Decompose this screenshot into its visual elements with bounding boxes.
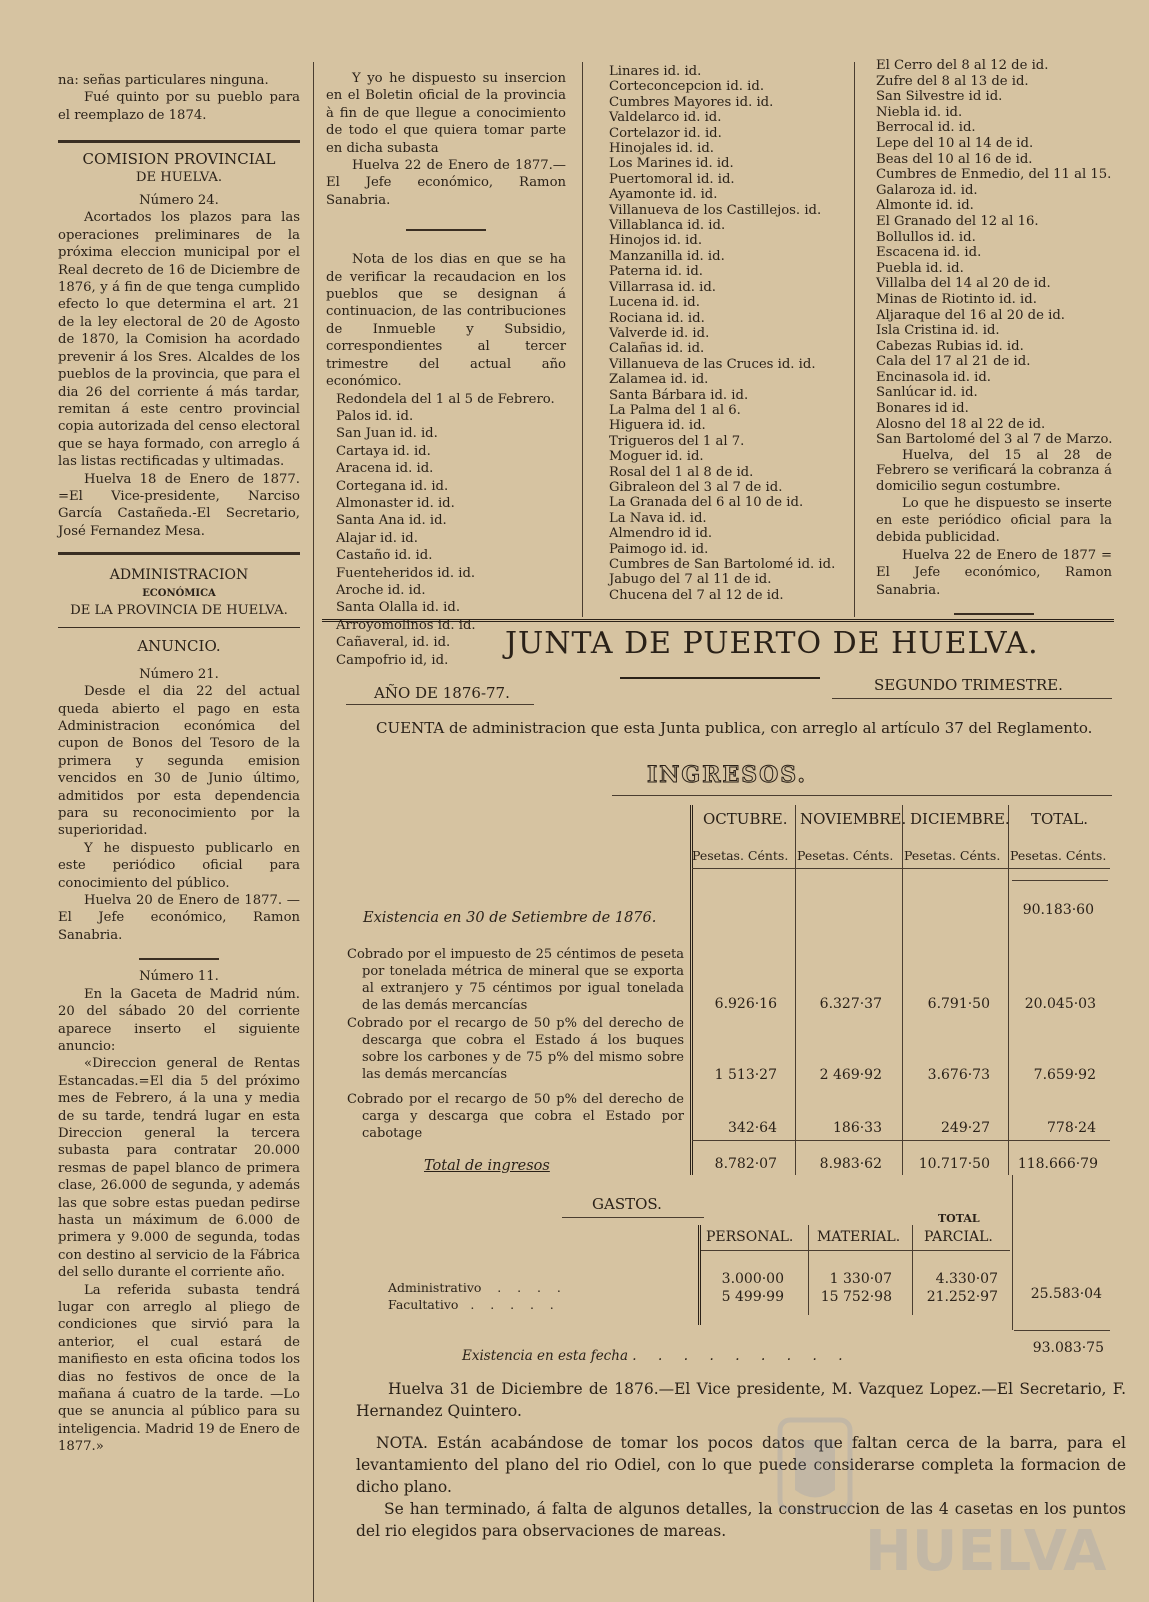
list-item: Los Marines id. id. bbox=[609, 156, 734, 172]
existencia-label: Existencia en 30 de Setiembre de 1876. bbox=[363, 910, 657, 926]
article-body: En la Gaceta de Madrid núm. 20 del sábado 20 del corriente aparece inserto el siguiente anuncio: bbox=[58, 986, 300, 1054]
gastos-value: 4.330·07 bbox=[935, 1271, 998, 1287]
town-list bbox=[876, 58, 1112, 448]
column-divider bbox=[313, 62, 314, 1602]
row1-value: 20.045·03 bbox=[1024, 996, 1096, 1012]
intro-text: Fué quinto por su pueblo para el reemplazo de 1874. bbox=[58, 90, 300, 123]
column-2 bbox=[326, 70, 566, 669]
gastos-col: MATERIAL. bbox=[817, 1229, 901, 1245]
month-header: TOTAL. bbox=[1031, 810, 1089, 828]
section-subheading: DE HUELVA. bbox=[135, 169, 223, 185]
month-header: DICIEMBRE. bbox=[910, 810, 1010, 828]
gastos-row-label: Facultativo . . . . . bbox=[388, 1297, 554, 1312]
list-item: Villanueva de las Cruces id. id. bbox=[609, 356, 816, 372]
list-item: Aroche id. id. bbox=[336, 582, 426, 598]
row3-label: Cobrado por el recargo de 50 p% del derecho de carga y descarga que cobra el Estado por cabotage bbox=[347, 1092, 684, 1141]
existencia-total: 90.183·60 bbox=[1022, 902, 1094, 918]
row1-value: 6.327·37 bbox=[819, 996, 882, 1012]
gastos-col: TOTAL bbox=[938, 1212, 980, 1225]
row2-value: 2 469·92 bbox=[819, 1067, 882, 1083]
list-item: Escacena id. id. bbox=[876, 245, 982, 261]
list-item: Fuenteheridos id. id. bbox=[336, 565, 476, 581]
list-item: Puebla id. id. bbox=[876, 260, 964, 276]
units-header: Pesetas. Cénts. bbox=[797, 848, 894, 863]
article-body: La referida subasta tendrá lugar con arreglo al pliego de condiciones que sirvió para la anterior, el cual estará de manifiesto en esta oficina todos los dias no festivos de once de la mañana á cuatro de la tarde. —Lo que se anuncia al público para su inteligencia. Madrid 19 de Enero de 1877.» bbox=[58, 1282, 300, 1455]
section-heading: ADMINISTRACION bbox=[109, 567, 249, 584]
column-divider bbox=[582, 62, 583, 617]
watermark-text: HUELVA bbox=[865, 1519, 1107, 1584]
list-item: Cortelazor id. id. bbox=[609, 125, 722, 141]
list-item: Sanlúcar id. id. bbox=[876, 385, 978, 401]
section-divider bbox=[58, 627, 300, 628]
section-subheading: DE LA PROVINCIA DE HUELVA. bbox=[70, 602, 288, 618]
existencia-fecha-label: Existencia en esta fecha . . . . . . . . . bbox=[462, 1348, 843, 1364]
list-item: Palos id. id. bbox=[336, 408, 414, 424]
row1-value: 6.791·50 bbox=[927, 996, 990, 1012]
month-header: OCTUBRE. bbox=[703, 810, 788, 828]
list-item: Minas de Riotinto id. id. bbox=[876, 291, 1037, 307]
list-item: Lepe del 10 al 14 de id. bbox=[876, 135, 1034, 151]
list-item: Aracena id. id. bbox=[336, 461, 434, 477]
list-item: Chucena del 7 al 12 de id. bbox=[609, 587, 784, 603]
list-item: Alajar id. id. bbox=[336, 530, 418, 546]
list-item: Santa Olalla id. id. bbox=[336, 600, 461, 616]
list-item: Galaroza id. id. bbox=[876, 182, 978, 198]
rule bbox=[700, 1250, 1010, 1251]
list-item: Calañas id. id. bbox=[609, 341, 705, 357]
list-item: Redondela del 1 al 5 de Febrero. bbox=[336, 391, 555, 407]
list-item: Castaño id. id. bbox=[336, 548, 433, 564]
town-list bbox=[609, 64, 849, 603]
list-item: La Nava id. id. bbox=[609, 510, 707, 526]
list-item: Bonares id id. bbox=[876, 401, 969, 417]
total-value: 8.782·07 bbox=[714, 1156, 777, 1172]
list-item: Almonte id. id. bbox=[876, 198, 974, 214]
list-item: Cala del 17 al 21 de id. bbox=[876, 354, 1031, 370]
row3-value: 249·27 bbox=[941, 1120, 990, 1136]
list-item: Bollullos id. id. bbox=[876, 229, 976, 245]
article-body: Lo que he dispuesto se inserte en este periódico oficial para la debida publicidad. bbox=[876, 495, 1112, 546]
table-divider bbox=[912, 1225, 913, 1315]
article-body: «Direccion general de Rentas Estancadas.=El dia 5 del próximo mes de Febrero, á la una y media de su tarde, tendrá lugar en esta Direccion general la tercera subasta para contratar 20.000 resmas de papel blanco de primera clase, 26.000 de segunda, y además las que sobre estas puedan pedirse hasta un máximum de 6.000 de primera y 9.000 de segunda, todas con destino al servicio de la Fábrica del sello durante el corriente año. bbox=[58, 1056, 300, 1281]
units-header: Pesetas. Cénts. bbox=[692, 848, 789, 863]
gastos-value: 5 499·99 bbox=[721, 1289, 784, 1305]
list-item: Paimogo id. id. bbox=[609, 541, 709, 557]
gastos-total: 25.583·04 bbox=[1030, 1286, 1102, 1302]
table-divider bbox=[698, 1225, 701, 1325]
junta-nota: NOTA. Están acabándose de tomar los pocos datos que faltan cerca de la barra, para el levantamiento del plano del rio Odiel, con lo que puede considerarse completa la formacion de dicho plano. Se han terminado, á falta de algunos detalles, la construccion de las 4 casetas en los puntos del rio elegidos para observaciones de mareas. bbox=[356, 1434, 1126, 1540]
units-header: Pesetas. Cénts. bbox=[1010, 848, 1107, 863]
signature: Huelva 22 de Enero de 1877 = El Jefe económico, Ramon Sanabria. bbox=[876, 547, 1112, 598]
numero: Número 24. bbox=[139, 193, 219, 209]
intro-text: na: señas particulares ninguna. bbox=[58, 73, 269, 88]
list-item: Villanueva de los Castillejos. id. bbox=[609, 202, 822, 218]
gastos-value: 21.252·97 bbox=[926, 1289, 998, 1305]
anuncio-heading: ANUNCIO. bbox=[137, 637, 221, 656]
article-body: Huelva, del 15 al 28 de Febrero se verificará la cobranza á domicilio segun costumbre. bbox=[876, 447, 1112, 495]
nota-body: Nota de los dias en que se ha de verificar la recaudacion en los pueblos que se designan á continuacion, de las contribuciones de Inmueble y Subsidio, correspondientes al tercer trimestre del actual año económico. bbox=[326, 252, 566, 390]
junta-year: AÑO DE 1876-77. bbox=[374, 684, 510, 702]
list-item: La Palma del 1 al 6. bbox=[609, 402, 741, 418]
row3-value: 186·33 bbox=[833, 1120, 882, 1136]
section-divider bbox=[58, 140, 300, 143]
list-item: Hinojos id. id. bbox=[609, 233, 703, 249]
gastos-value: 3.000·00 bbox=[721, 1271, 784, 1287]
units-header: Pesetas. Cénts. bbox=[904, 848, 1001, 863]
gastos-col: PERSONAL. bbox=[706, 1229, 794, 1245]
rule bbox=[612, 795, 1112, 796]
list-item: Villablanca id. id. bbox=[609, 218, 726, 234]
list-item: Jabugo del 7 al 11 de id. bbox=[609, 572, 772, 588]
cuenta-text: CUENTA de administracion que esta Junta publica, con arreglo al artículo 37 del Reglamento. bbox=[376, 719, 1093, 737]
list-item: Cabezas Rubias id. id. bbox=[876, 338, 1024, 354]
list-item: Rociana id. id. bbox=[609, 310, 705, 326]
table-divider bbox=[1012, 1175, 1013, 1330]
gastos-value: 1 330·07 bbox=[829, 1271, 892, 1287]
list-item: Paterna id. id. bbox=[609, 264, 703, 280]
list-item: Villalba del 14 al 20 de id. bbox=[876, 276, 1051, 292]
table-divider bbox=[808, 1225, 809, 1315]
signature: Huelva 20 de Enero de 1877. —El Jefe económico, Ramon Sanabria. bbox=[58, 893, 300, 943]
rule bbox=[692, 868, 1110, 869]
existencia-fecha: 93.083·75 bbox=[1032, 1340, 1104, 1356]
list-item: Valdelarco id. id. bbox=[609, 110, 722, 126]
rule bbox=[346, 704, 534, 705]
rule bbox=[562, 1217, 704, 1218]
list-item: Almendro id id. bbox=[609, 526, 713, 542]
row2-value: 1 513·27 bbox=[714, 1067, 777, 1083]
column-4 bbox=[876, 58, 1112, 623]
rule bbox=[832, 698, 1112, 699]
list-item: Villarrasa id. id. bbox=[609, 279, 716, 295]
section-divider bbox=[954, 613, 1034, 615]
row2-value: 3.676·73 bbox=[927, 1067, 990, 1083]
list-item: Corteconcepcion id. id. bbox=[609, 79, 765, 95]
list-item: Arroyomolinos id. id. bbox=[336, 617, 476, 633]
gastos-row-label: Administrativo . . . . bbox=[388, 1280, 561, 1295]
list-item: Aljaraque del 16 al 20 de id. bbox=[876, 307, 1065, 323]
list-item: Valverde id. id. bbox=[609, 325, 710, 341]
list-item: Beas del 10 al 16 de id. bbox=[876, 151, 1033, 167]
list-item: Ayamonte id. id. bbox=[609, 187, 718, 203]
ingresos-title: INGRESOS. bbox=[647, 762, 808, 788]
column-3 bbox=[609, 64, 849, 603]
list-item: Hinojales id. id. bbox=[609, 141, 714, 157]
section-divider bbox=[406, 229, 486, 231]
article-body: Desde el dia 22 del actual queda abierto el pago en esta Administracion económica del cupon de Bonos del Tesoro de la primera y segunda emision vencidos en 30 de Junio último, admitidos por esta dependencia para su reconocimiento por la superioridad. bbox=[58, 684, 300, 839]
rule bbox=[692, 1140, 1110, 1141]
huelva-watermark-logo bbox=[770, 1400, 1130, 1590]
junta-trimestre: SEGUNDO TRIMESTRE. bbox=[874, 676, 1063, 694]
table-divider bbox=[1008, 805, 1009, 1175]
list-item: Cañaveral, id. id. bbox=[336, 635, 451, 651]
junta-firma: Huelva 31 de Diciembre de 1876.—El Vice presidente, M. Vazquez Lopez.—El Secretario, F. Hernandez Quintero. bbox=[356, 1380, 1126, 1420]
list-item: Cumbres de Enmedio, del 11 al 15. bbox=[876, 167, 1112, 183]
article-body: Acortados los plazos para las operaciones preliminares de la próxima eleccion municipal por el Real decreto de 16 de Diciembre de 1876, y á fin de que tenga cumplido efecto lo que determina el art. 21 de la ley electoral de 20 de Agosto de 1870, la Comision ha acordado prevenir á los Sres. Alcaldes de los pueblos de la provincia, que para el dia 26 del corriente á más tardar, remitan á este centro provincial copia autorizada del censo electoral que se haya formado, con arreglo á las listas rectificadas y ultimadas. bbox=[58, 210, 300, 470]
total-value: 8.983·62 bbox=[819, 1156, 882, 1172]
list-item: El Granado del 12 al 16. bbox=[876, 213, 1039, 229]
rule bbox=[1014, 1330, 1110, 1331]
list-item: Higuera id. id. bbox=[609, 418, 706, 434]
section-subheading: ECONÓMICA bbox=[142, 587, 216, 599]
list-item: Manzanilla id. id. bbox=[609, 248, 725, 264]
row1-value: 6.926·16 bbox=[714, 996, 777, 1012]
list-item: Gibraleon del 3 al 7 de id. bbox=[609, 479, 783, 495]
gastos-col: PARCIAL. bbox=[924, 1229, 993, 1245]
total-ingresos-label: Total de ingresos bbox=[424, 1158, 550, 1174]
list-item: Lucena id. id. bbox=[609, 295, 700, 311]
table-divider bbox=[902, 805, 903, 1175]
list-item: Santa Bárbara id. id. bbox=[609, 387, 749, 403]
list-item: Zalamea id. id. bbox=[609, 372, 709, 388]
list-item: Cumbres de San Bartolomé id. id. bbox=[609, 557, 836, 572]
list-item: Alosno del 18 al 22 de id. bbox=[876, 416, 1046, 432]
list-item: Moguer id. id. bbox=[609, 449, 704, 465]
list-item: San Bartolomé del 3 al 7 de Marzo. bbox=[876, 432, 1113, 448]
list-item: Berrocal id. id. bbox=[876, 120, 976, 136]
month-header: NOVIEMBRE. bbox=[800, 810, 907, 828]
section-heading: COMISION PROVINCIAL bbox=[82, 150, 276, 169]
rule bbox=[1012, 880, 1108, 881]
list-item: Linares id. id. bbox=[609, 64, 702, 79]
list-item: Campofrio id, id. bbox=[336, 652, 449, 668]
row3-value: 342·64 bbox=[728, 1120, 777, 1136]
list-item: Rosal del 1 al 8 de id. bbox=[609, 464, 754, 480]
numero: Número 11. bbox=[139, 969, 219, 985]
column-1 bbox=[58, 72, 300, 1456]
list-item: Santa Ana id. id. bbox=[336, 513, 447, 529]
list-item: San Juan id. id. bbox=[336, 426, 438, 442]
list-item: Zufre del 8 al 13 de id. bbox=[876, 73, 1029, 89]
signature: Huelva 18 de Enero de 1877. =El Vice-presidente, Narciso García Castañeda.-El Secretario, José Fernandez Mesa. bbox=[58, 471, 300, 539]
list-item: El Cerro del 8 al 12 de id. bbox=[876, 58, 1049, 73]
row3-value: 778·24 bbox=[1047, 1120, 1096, 1136]
list-item: Puertomoral id. id. bbox=[609, 171, 735, 187]
section-divider bbox=[58, 552, 300, 555]
gastos-title: GASTOS. bbox=[592, 1195, 662, 1213]
list-item: Cumbres Mayores id. id. bbox=[609, 94, 774, 110]
numero: Número 21. bbox=[139, 666, 219, 682]
list-item: Almonaster id. id. bbox=[336, 495, 455, 511]
list-item: Niebla id. id. bbox=[876, 104, 963, 120]
article-body: Y he dispuesto publicarlo en este periódico oficial para conocimiento del público. bbox=[58, 840, 300, 891]
row2-value: 7.659·92 bbox=[1033, 1067, 1096, 1083]
total-value: 10.717·50 bbox=[918, 1156, 990, 1172]
list-item: San Silvestre id id. bbox=[876, 89, 1003, 105]
list-item: Encinasola id. id. bbox=[876, 369, 991, 385]
junta-title: JUNTA DE PUERTO DE HUELVA. bbox=[505, 626, 1039, 661]
gastos-value: 15 752·98 bbox=[820, 1289, 892, 1305]
junta-top-rule bbox=[322, 619, 1114, 622]
row1-label: Cobrado por el impuesto de 25 céntimos de peseta por tonelada métrica de mineral que se exporta al extranjero y 75 céntimos por igual tonelada de las demás mercancías bbox=[347, 947, 684, 1013]
article-body: Y yo he dispuesto su insercion en el Boletin oficial de la provincia à fin de que llegue a conocimiento de todo el que quiera tomar parte en dicha subasta bbox=[326, 71, 566, 156]
row2-label: Cobrado por el recargo de 50 p% del derecho de descarga que cobra el Estado á los buques sobre los carbones y de 75 p% del mismo sobre las demás mercancías bbox=[347, 1016, 684, 1082]
list-item: Isla Cristina id. id. bbox=[876, 323, 1000, 339]
column-divider bbox=[854, 62, 855, 617]
list-item: Trigueros del 1 al 7. bbox=[609, 433, 745, 449]
list-item: Cartaya id. id. bbox=[336, 443, 431, 459]
rule bbox=[620, 677, 820, 679]
table-divider bbox=[795, 805, 796, 1175]
signature: Huelva 22 de Enero de 1877.— El Jefe económico, Ramon Sanabria. bbox=[326, 158, 566, 208]
list-item: La Granada del 6 al 10 de id. bbox=[609, 495, 804, 511]
list-item: Cortegana id. id. bbox=[336, 478, 449, 494]
section-divider bbox=[139, 958, 219, 960]
total-value: 118.666·79 bbox=[1017, 1156, 1098, 1172]
